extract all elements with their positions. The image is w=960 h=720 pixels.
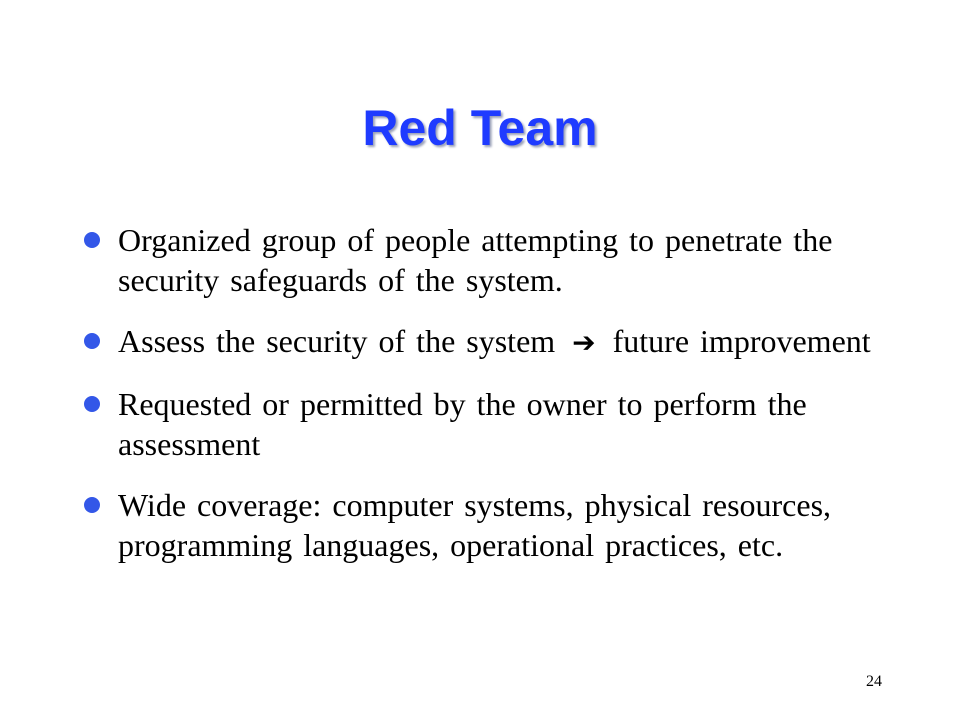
bullet-item-assess-security: [84, 321, 884, 363]
bullet-item-wide-coverage: [84, 485, 884, 565]
bullet-dot-icon: [84, 232, 100, 248]
bullet-dot-icon: [84, 333, 100, 349]
bullet-item-requested-permitted: [84, 384, 884, 464]
bullet-text: Organized group of people attempting to penetrate the security safeguards of the system.: [118, 222, 833, 298]
page-number: 24: [866, 673, 882, 690]
slide-title: Red Team: [362, 100, 598, 156]
bullet-text: Wide coverage: computer systems, physical resources, programming languages, operational practices, etc.: [118, 487, 832, 563]
bullet-dot-icon: [84, 396, 100, 412]
bullet-text-after-arrow: future improvement: [612, 323, 871, 359]
bullet-item-organized-group: [84, 220, 884, 300]
right-arrow-icon: ➔: [572, 326, 596, 359]
bullet-text: Requested or permitted by the owner to perform the assessment: [118, 386, 807, 462]
bullet-list: [84, 220, 884, 586]
bullet-text-before-arrow: Assess the security of the system: [118, 323, 556, 359]
bullet-dot-icon: [84, 497, 100, 513]
